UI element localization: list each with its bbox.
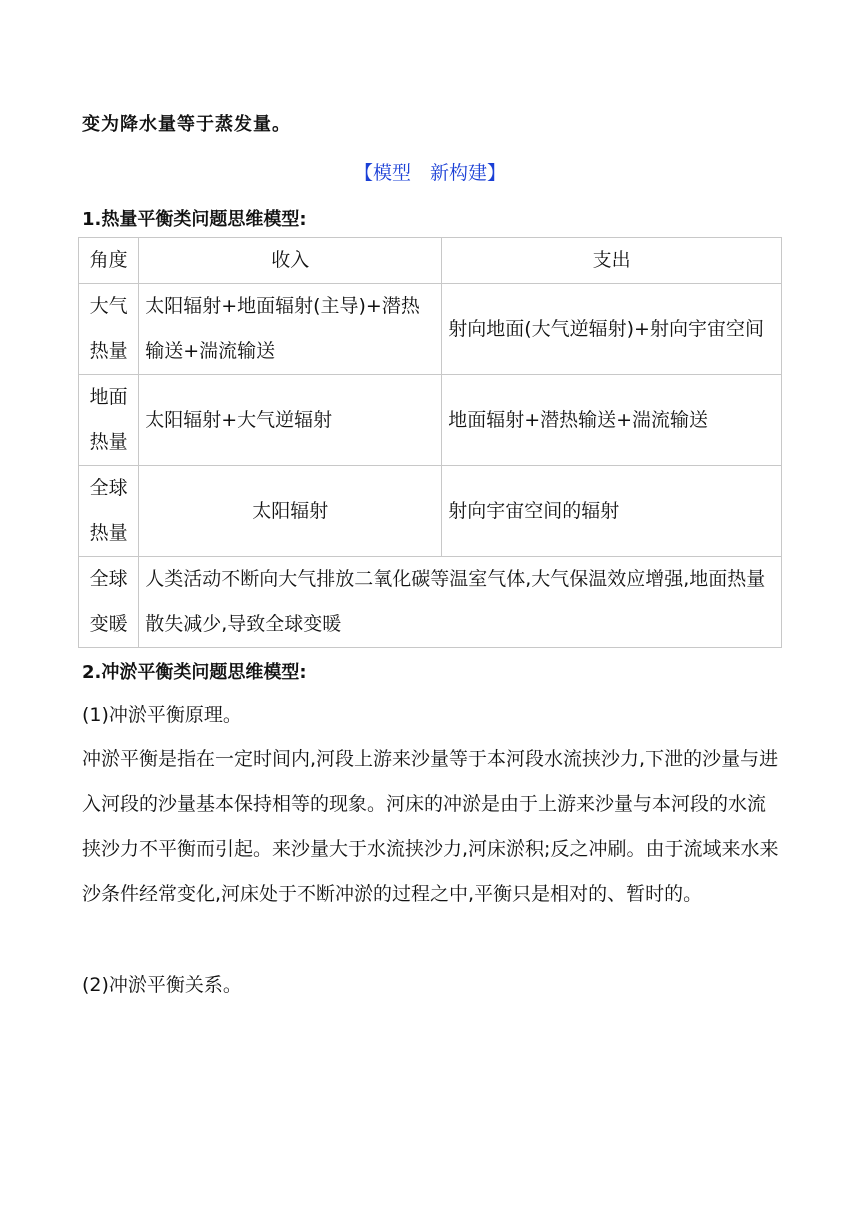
angle-line: 地面 [89, 386, 128, 408]
principle-paragraph: 冲淤平衡是指在一定时间内,河段上游来沙量等于本河段水流挟沙力,下泄的沙量与进入河段的沙量基本保持相等的现象。河床的冲淤是由于上游来沙量与本河段的水流挟沙力不平衡而引起。来沙量大于水流挟沙力,河床淤积;反之冲刷。由于流域来水来沙条件经常变化,河床处于不断冲淤的过程之中,平衡只是相对的、暂时的。 [82, 748, 779, 905]
angle-line: 热量 [89, 340, 128, 362]
angle-line: 大气 [89, 295, 128, 317]
row-expense-cell: 地面辐射+潜热输送+湍流输送 [442, 375, 782, 466]
row-merged-cell: 人类活动不断向大气排放二氧化碳等温室气体,大气保温效应增强,地面热量散失减少,导致全球变暖 [139, 557, 782, 648]
table-row [79, 284, 782, 375]
angle-line: 热量 [89, 431, 128, 453]
section-title: 【模型 新构建】 [353, 162, 506, 184]
row-income-cell: 太阳辐射+地面辐射(主导)+潜热输送+湍流输送 [139, 284, 442, 375]
header-income: 收入 [139, 238, 442, 284]
row-angle-cell [79, 375, 139, 466]
erosion-balance-heading: 2.冲淤平衡类问题思维模型: [82, 662, 307, 683]
row-income-cell: 太阳辐射+大气逆辐射 [139, 375, 442, 466]
subheading-relationship: (2)冲淤平衡关系。 [82, 974, 242, 996]
heat-balance-heading: 1.热量平衡类问题思维模型: [82, 209, 307, 230]
row-expense-cell: 射向地面(大气逆辐射)+射向宇宙空间 [442, 284, 782, 375]
angle-line: 全球 [89, 568, 128, 590]
continuation-line: 变为降水量等于蒸发量。 [82, 114, 291, 135]
heat-balance-table [78, 237, 782, 648]
table-row [79, 466, 782, 557]
angle-line: 热量 [89, 522, 128, 544]
row-angle-cell [79, 557, 139, 648]
angle-line: 全球 [89, 477, 128, 499]
row-income-cell: 太阳辐射 [139, 466, 442, 557]
angle-line: 变暖 [89, 613, 128, 635]
table-row [79, 557, 782, 648]
table-row [79, 375, 782, 466]
subheading-principle: (1)冲淤平衡原理。 [82, 704, 242, 726]
row-expense-cell: 射向宇宙空间的辐射 [442, 466, 782, 557]
row-angle-cell [79, 284, 139, 375]
header-expense: 支出 [442, 238, 782, 284]
row-angle-cell [79, 466, 139, 557]
table-header-row [79, 238, 782, 284]
header-angle: 角度 [79, 238, 139, 284]
